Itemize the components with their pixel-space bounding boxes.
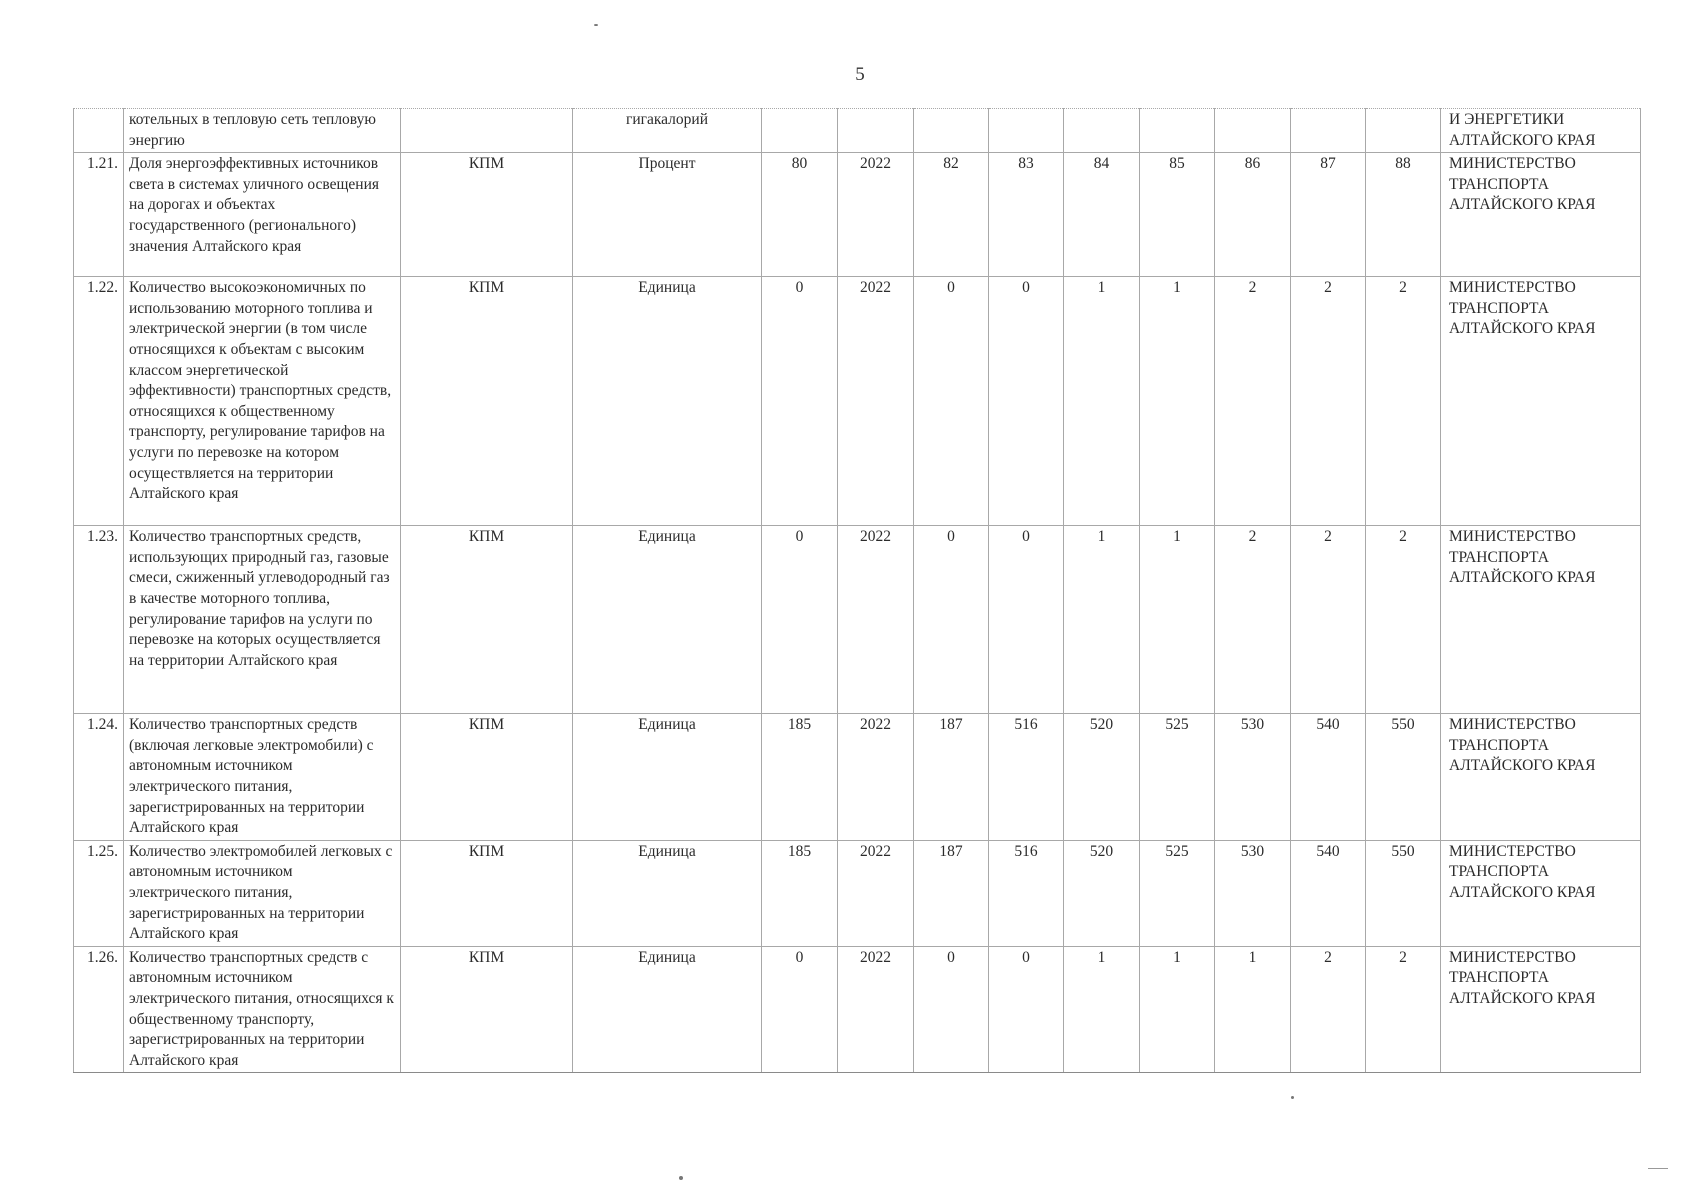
year-value: 1 [1140,277,1215,526]
indicator-name: Количество транспортных средств (включая легковые электромобили) с автономным источником электрического питания, зарегистрированных на территории Алтайского края [124,714,401,841]
page-number: 5 [855,64,865,85]
base-value: 80 [762,153,838,277]
base-year: 2022 [838,277,914,526]
row-number [74,109,124,153]
base-value: 185 [762,714,838,841]
year-value [1140,109,1215,153]
year-value: 86 [1215,153,1291,277]
indicator-name: Количество транспортных средств с автономным источником электрического питания, относящихся к общественному транспорту, зарегистрированных на территории Алтайского края [124,946,401,1073]
year-value: 0 [989,277,1064,526]
year-value: 520 [1064,840,1140,946]
indicator-type [401,109,573,153]
year-value: 525 [1140,840,1215,946]
table-row [74,840,1641,946]
responsible-organization: МИНИСТЕРСТВО ТРАНСПОРТА АЛТАЙСКОГО КРАЯ [1441,277,1641,526]
row-number: 1.25. [74,840,124,946]
year-value: 83 [989,153,1064,277]
responsible-organization: МИНИСТЕРСТВО ТРАНСПОРТА АЛТАЙСКОГО КРАЯ [1441,153,1641,277]
table-row [74,714,1641,841]
year-value: 2 [1215,526,1291,714]
scan-speck [594,24,598,26]
indicator-name: котельных в тепловую сеть тепловую энергию [124,109,401,153]
indicator-name: Количество транспортных средств, использующих природный газ, газовые смеси, сжиженный углеводородный газ в качестве моторного топлива, регулирование тарифов на услуги по перевозке на которых осуществляется на территории Алтайского края [124,526,401,714]
year-value: 1 [1064,526,1140,714]
year-value: 2 [1291,946,1366,1073]
year-value [1064,109,1140,153]
year-value: 550 [1366,714,1441,841]
year-value: 2 [1215,277,1291,526]
year-value: 530 [1215,714,1291,841]
unit: Единица [573,840,762,946]
unit: Единица [573,526,762,714]
base-year: 2022 [838,840,914,946]
year-value: 0 [989,946,1064,1073]
row-number: 1.22. [74,277,124,526]
year-value: 525 [1140,714,1215,841]
responsible-organization: И ЭНЕРГЕТИКИ АЛТАЙСКОГО КРАЯ [1441,109,1641,153]
base-year: 2022 [838,714,914,841]
year-value: 1 [1064,946,1140,1073]
year-value: 516 [989,714,1064,841]
base-year [838,109,914,153]
year-value: 530 [1215,840,1291,946]
indicator-type: КПМ [401,153,573,277]
base-year: 2022 [838,946,914,1073]
year-value [1291,109,1366,153]
base-value: 0 [762,526,838,714]
year-value: 2 [1366,946,1441,1073]
year-value: 0 [989,526,1064,714]
year-value: 0 [914,526,989,714]
indicator-name: Количество высокоэкономичных по использованию моторного топлива и электрической энергии (в том числе относящихся к объектам с высоким классом энергетической эффективности) транспортных средств, относящихся к общественному транспорту, регулирование тарифов на услуги по перевозке на котором осуществляется на территории Алтайского края [124,277,401,526]
scan-speck [1291,1096,1294,1099]
responsible-organization: МИНИСТЕРСТВО ТРАНСПОРТА АЛТАЙСКОГО КРАЯ [1441,526,1641,714]
indicator-name: Количество электромобилей легковых с автономным источником электрического питания, зарегистрированных на территории Алтайского края [124,840,401,946]
indicator-type: КПМ [401,277,573,526]
year-value: 2 [1291,526,1366,714]
year-value: 2 [1366,277,1441,526]
unit: Единица [573,714,762,841]
table-row [74,277,1641,526]
year-value [914,109,989,153]
indicator-type: КПМ [401,840,573,946]
row-number: 1.23. [74,526,124,714]
year-value: 0 [914,277,989,526]
row-number: 1.24. [74,714,124,841]
year-value: 520 [1064,714,1140,841]
scan-speck [679,1176,683,1180]
table-row [74,109,1641,153]
indicator-type: КПМ [401,946,573,1073]
year-value [1366,109,1441,153]
scan-speck [1648,1168,1668,1169]
year-value: 1 [1140,526,1215,714]
base-value [762,109,838,153]
year-value: 2 [1366,526,1441,714]
row-number: 1.26. [74,946,124,1073]
unit: гигакалорий [573,109,762,153]
year-value: 0 [914,946,989,1073]
indicator-name: Доля энергоэффективных источников света в системах уличного освещения на дорогах и объектах государственного (регионального) значения Алтайского края [124,153,401,277]
year-value: 187 [914,714,989,841]
unit: Единица [573,277,762,526]
year-value: 87 [1291,153,1366,277]
year-value: 84 [1064,153,1140,277]
year-value: 1 [1064,277,1140,526]
indicators-table [73,108,1641,1073]
year-value: 187 [914,840,989,946]
base-value: 0 [762,277,838,526]
year-value: 1 [1215,946,1291,1073]
base-year: 2022 [838,526,914,714]
responsible-organization: МИНИСТЕРСТВО ТРАНСПОРТА АЛТАЙСКОГО КРАЯ [1441,946,1641,1073]
table-row [74,153,1641,277]
responsible-organization: МИНИСТЕРСТВО ТРАНСПОРТА АЛТАЙСКОГО КРАЯ [1441,714,1641,841]
unit: Единица [573,946,762,1073]
year-value: 550 [1366,840,1441,946]
year-value: 88 [1366,153,1441,277]
year-value: 540 [1291,714,1366,841]
year-value [1215,109,1291,153]
year-value: 516 [989,840,1064,946]
year-value: 85 [1140,153,1215,277]
table-row [74,946,1641,1073]
table-row [74,526,1641,714]
year-value: 2 [1291,277,1366,526]
unit: Процент [573,153,762,277]
year-value: 1 [1140,946,1215,1073]
year-value [989,109,1064,153]
indicator-type: КПМ [401,714,573,841]
base-value: 185 [762,840,838,946]
base-year: 2022 [838,153,914,277]
year-value: 540 [1291,840,1366,946]
indicator-type: КПМ [401,526,573,714]
responsible-organization: МИНИСТЕРСТВО ТРАНСПОРТА АЛТАЙСКОГО КРАЯ [1441,840,1641,946]
year-value: 82 [914,153,989,277]
base-value: 0 [762,946,838,1073]
row-number: 1.21. [74,153,124,277]
